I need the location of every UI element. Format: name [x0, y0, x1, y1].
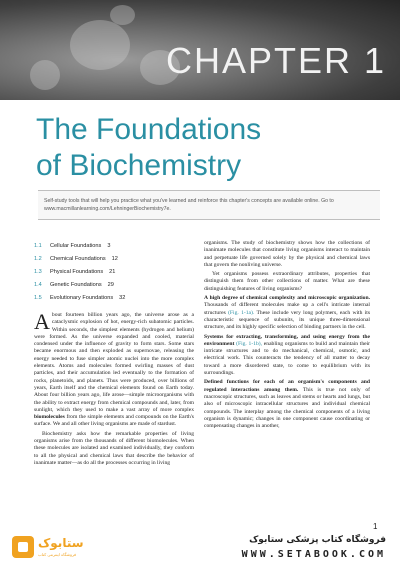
- toc-page: 12: [111, 256, 118, 262]
- toc-item[interactable]: [34, 253, 194, 266]
- chapter-label: CHAPTER 1: [165, 40, 386, 81]
- feature-heading: A high degree of chemical complexity and microscopic organization.: [204, 295, 370, 302]
- toc-number: 1.4: [34, 282, 42, 288]
- toc-label: Genetic Foundations: [50, 282, 102, 288]
- toc-item[interactable]: [34, 279, 194, 292]
- toc-page: 21: [109, 269, 116, 275]
- toc-item[interactable]: [34, 292, 194, 305]
- left-column: [34, 309, 194, 469]
- feature-text: These include very long polymers, each with its characteristic sequence of subunits, its unique three-dimensional structure, and its highly specific selection of binding partners in the cell.: [204, 309, 370, 331]
- chapter-title: [36, 112, 376, 184]
- toc-number: 1.1: [34, 243, 42, 249]
- intro-text-end: from the simple elements and compounds on the Earth's surface. We and all other living organisms are made of stardust.: [34, 414, 194, 428]
- paragraph: Yet organisms possess extraordinary attributes, properties that distinguish them from other collections of matter. What are these distinguishing features of living organisms?: [204, 271, 370, 292]
- logo-name: ستابوک: [38, 536, 84, 550]
- setabook-logo: [12, 536, 82, 562]
- feature-heading: Systems for extracting, transforming, and using energy from the environment: [204, 333, 370, 347]
- paragraph: Biochemistry asks how the remarkable properties of living organisms arise from the thousands of different biomolecules. When these molecules are isolated and examined individually, they conform to all the physical and chemical laws that describe the behavior of inanimate matter—as do all the processes occurring in living: [34, 430, 194, 466]
- watermark-footer: [0, 533, 400, 565]
- shop-name: فروشگاه کتاب پزشکی ستابوک: [249, 535, 386, 545]
- toc-item[interactable]: [34, 266, 194, 279]
- intro-text: bout fourteen billion years ago, the universe arose as a cataclysmic explosion of hot, energy-rich subatomic particles. Within seconds, the simplest elements (hydrogen and helium) were formed. As the universe expanded and cooled, material condensed under the influence of gravity to form stars. Some stars became enormous and then exploded as supernovae, releasing the energy needed to fuse simpler atomic nuclei into the more complex elements. Atoms and molecules formed swirling masses of dust particles, and their accumulation led eventually to the formation of rocks, planetoids, and planets. Thus were produced, over billions of years, Earth itself and the chemical elements found on Earth today. About four billion years ago, life arose—simple microorganisms with the ability to extract energy from chemical compounds and, later, from sunlight, which they used to make a vast array of more complex: [34, 312, 194, 413]
- feature-paragraph: [204, 379, 370, 430]
- toc-label: Cellular Foundations: [50, 243, 102, 249]
- toc-number: 1.3: [34, 269, 42, 275]
- figure-link[interactable]: (Fig. 1-1a).: [228, 309, 255, 316]
- feature-text: enabling organisms to build and maintain their intricate structures and to do mechanical, chemical, osmotic, and electrical work. This counteracts the tendency of all matter to decay toward a more disordered state, to come to equilibrium with its surroundings.: [204, 340, 371, 377]
- toc-page: 3: [107, 243, 111, 249]
- feature-paragraph: [204, 295, 370, 331]
- feature-heading: Defined functions for each of an organism's components and regulated interactions among them.: [204, 379, 370, 393]
- figure-link[interactable]: (Fig. 1-1b),: [236, 340, 263, 347]
- chapter-banner-image: [0, 0, 400, 100]
- feature-text: This is true not only of macroscopic structures, such as leaves and stems or hearts and lungs, but also of microscopic intracellular structures and individual chemical compounds. The interplay among the chemical components of a living organism is dynamic; changes in one component cause coordinating or compensating changes in another,: [204, 386, 370, 430]
- page-number: 1: [373, 522, 378, 531]
- right-column: [204, 240, 370, 432]
- key-term: biomolecules: [34, 414, 65, 421]
- toc-label: Chemical Foundations: [50, 256, 106, 262]
- intro-paragraph: [34, 309, 194, 429]
- logo-tagline: فروشگاه اینترنتی کتاب: [38, 552, 77, 557]
- paragraph: organisms. The study of biochemistry shows how the collections of inanimate molecules that constitute living organisms interact to maintain and perpetuate life governed solely by the physical and chemical laws that govern the nonliving universe.: [204, 240, 370, 268]
- toc-number: 1.2: [34, 256, 42, 262]
- section-list: [34, 240, 194, 305]
- toc-label: Physical Foundations: [50, 269, 104, 275]
- logo-mark-icon: [12, 536, 34, 558]
- title-line-2: of Biochemistry: [36, 149, 242, 182]
- drop-cap: A: [34, 309, 50, 334]
- title-line-1: The Foundations: [36, 113, 262, 146]
- self-study-note: Self-study tools that will help you practice what you've learned and reinforce this chapter's concepts are available online. Go to www.macmillanlearning.com/LehningerBiochemistry7e.: [38, 190, 380, 220]
- toc-number: 1.5: [34, 295, 42, 301]
- feature-text: Thousands of different molecules make up a cell's intricate internal structures: [204, 302, 370, 316]
- toc-page: 29: [107, 282, 114, 288]
- toc-label: Evolutionary Foundations: [50, 295, 114, 301]
- shop-url[interactable]: WWW.SETABOOK.COM: [241, 549, 386, 560]
- toc-item[interactable]: [34, 240, 194, 253]
- toc-page: 32: [119, 295, 126, 301]
- feature-paragraph: [204, 334, 370, 378]
